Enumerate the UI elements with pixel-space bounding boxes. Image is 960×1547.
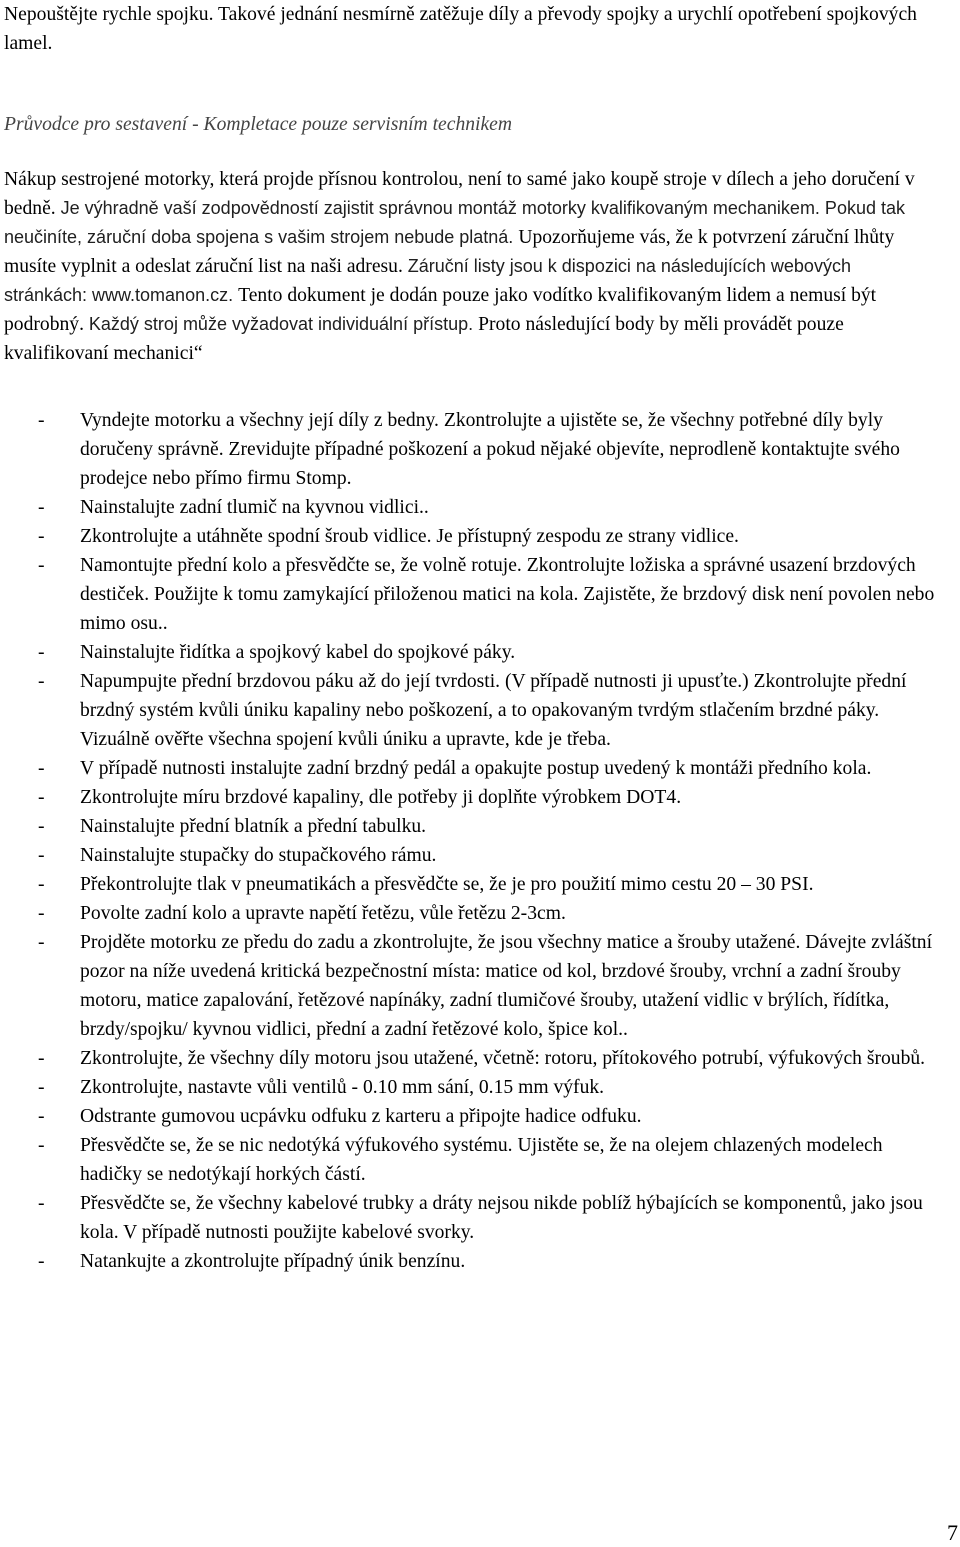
intro-paragraph: Nepouštějte rychle spojku. Takové jednání nesmírně zatěžuje díly a převody spojky a urychlí opotřebení spojkových lamel. bbox=[4, 4, 917, 54]
step-text: Vyndejte motorku a všechny její díly z bedny. Zkontrolujte a ujistěte se, že všechny potřebné díly byly doručeny správně. Zrevidujte případné poškození a pokud nějaké objevíte, neprodleně kontaktujte svého prodejce nebo přímo firmu Stomp. bbox=[80, 410, 900, 489]
step-text: Přesvědčte se, že se nic nedotýká výfukového systému. Ujistěte se, že na olejem chlazených modelech hadičky se nedotýkají horkých částí. bbox=[80, 1135, 883, 1185]
page-number: 7 bbox=[947, 1520, 958, 1545]
list-item bbox=[4, 1247, 936, 1276]
step-text: Namontujte přední kolo a přesvědčte se, že volně rotuje. Zkontrolujte ložiska a správné usazení brzdových destiček. Použijte k tomu zamykající přiloženou matici na kola. Zajistěte, že brzdový disk není povolen nebo mimo osu.. bbox=[80, 555, 935, 634]
list-item bbox=[4, 841, 936, 870]
paragraph-part-3: Upozorňujeme vás, že k potvrzení záruční lhůty musíte vyplnit a odeslat záruční list na naši adresu. bbox=[4, 227, 895, 277]
step-text: Nainstalujte řidítka a spojkový kabel do spojkové páky. bbox=[80, 642, 516, 663]
bullet-dash: - bbox=[38, 1077, 45, 1098]
list-item bbox=[4, 522, 936, 551]
bullet-dash: - bbox=[38, 932, 45, 953]
bullet-dash: - bbox=[38, 1135, 45, 1156]
bullet-dash: - bbox=[38, 816, 45, 837]
paragraph-part-1: Nákup sestrojené motorky, která projde přísnou kontrolou, není to samé jako koupě stroje v dílech a jeho doručení v bedně. bbox=[4, 169, 915, 219]
bullet-dash: - bbox=[38, 1106, 45, 1127]
list-item bbox=[4, 899, 936, 928]
bullet-dash: - bbox=[38, 526, 45, 547]
step-text: Zkontrolujte, že všechny díly motoru jsou utažené, včetně: rotoru, přítokového potrubí, výfukových šroubů. bbox=[80, 1048, 926, 1069]
bullet-dash: - bbox=[38, 671, 45, 692]
step-text: Zkontrolujte, nastavte vůli ventilů - 0.10 mm sání, 0.15 mm výfuk. bbox=[80, 1077, 605, 1098]
step-text: Nainstalujte zadní tlumič na kyvnou vidlici.. bbox=[80, 497, 429, 518]
list-item bbox=[4, 493, 936, 522]
bullet-dash: - bbox=[38, 555, 45, 576]
step-text: Povolte zadní kolo a upravte napětí řetězu, vůle řetězu 2-3cm. bbox=[80, 903, 566, 924]
bullet-dash: - bbox=[38, 874, 45, 895]
list-item bbox=[4, 1131, 936, 1189]
list-item bbox=[4, 754, 936, 783]
bullet-dash: - bbox=[38, 787, 45, 808]
bullet-dash: - bbox=[38, 1193, 45, 1214]
bullet-dash: - bbox=[38, 1251, 45, 1272]
paragraph-part-6: Každý stroj může vyžadovat individuální přístup. bbox=[88, 314, 479, 334]
step-text: Napumpujte přední brzdovou páku až do její tvrdosti. (V případě nutnosti ji upusťte.) Zkontrolujte přední brzdný systém kvůli úniku kapaliny nebo poškození, a to opakovaným tvrdým stlačením brzdné páky. Vizuálně ověřte všechna spojení kvůli úniku a upravte, kde je třeba. bbox=[80, 671, 907, 750]
step-text: Nainstalujte stupačky do stupačkového rámu. bbox=[80, 845, 437, 866]
list-item bbox=[4, 1102, 936, 1131]
step-text: V případě nutnosti instalujte zadní brzdný pedál a opakujte postup uvedený k montáži předního kola. bbox=[80, 758, 872, 779]
paragraph-part-5: Tento dokument je dodán pouze jako vodítko kvalifikovaným lidem a nemusí být podrobný. bbox=[4, 285, 877, 335]
bullet-dash: - bbox=[38, 845, 45, 866]
step-text: Nainstalujte přední blatník a přední tabulku. bbox=[80, 816, 427, 837]
bullet-dash: - bbox=[38, 410, 45, 431]
bullet-dash: - bbox=[38, 1048, 45, 1069]
bullet-dash: - bbox=[38, 497, 45, 518]
list-item bbox=[4, 638, 936, 667]
list-item bbox=[4, 1189, 936, 1247]
list-item bbox=[4, 1044, 936, 1073]
bullet-dash: - bbox=[38, 642, 45, 663]
paragraph-part-4: Záruční listy jsou k dispozici na následujících webových stránkách: www.tomanon.cz. bbox=[4, 256, 851, 305]
paragraph-part-7: Proto následující body by měli provádět pouze kvalifikovaní mechanici“ bbox=[4, 314, 844, 364]
step-text: Zkontrolujte míru brzdové kapaliny, dle potřeby ji doplňte výrobkem DOT4. bbox=[80, 787, 682, 808]
paragraph-part-2: Je výhradně vaší zodpovědností zajistit správnou montáž motorky kvalifikovaným mechanikem. Pokud tak neučiníte, záruční doba spojena s vašim strojem nebude platná. bbox=[4, 198, 905, 247]
list-item bbox=[4, 928, 936, 1044]
step-text: Zkontrolujte a utáhněte spodní šroub vidlice. Je přístupný zespodu ze strany vidlice. bbox=[80, 526, 739, 547]
list-item bbox=[4, 406, 936, 493]
bullet-dash: - bbox=[38, 758, 45, 779]
list-item bbox=[4, 870, 936, 899]
step-text: Přesvědčte se, že všechny kabelové trubky a dráty nejsou nikde poblíž hýbajících se komponentů, jako jsou kola. V případě nutnosti použijte kabelové svorky. bbox=[80, 1193, 923, 1243]
assembly-steps-list bbox=[4, 406, 936, 1276]
step-text: Odstrante gumovou ucpávku odfuku z karteru a připojte hadice odfuku. bbox=[80, 1106, 642, 1127]
step-text: Natankujte a zkontrolujte případný únik benzínu. bbox=[80, 1251, 466, 1272]
list-item bbox=[4, 812, 936, 841]
step-text: Překontrolujte tlak v pneumatikách a přesvědčte se, že je pro použití mimo cestu 20 – 30 PSI. bbox=[80, 874, 814, 895]
bullet-dash: - bbox=[38, 903, 45, 924]
body-paragraph bbox=[4, 165, 936, 368]
step-text: Projděte motorku ze předu do zadu a zkontrolujte, že jsou všechny matice a šrouby utažené. Dávejte zvláštní pozor na níže uvedená kritická bezpečnostní místa: matice od kol, brzdové šrouby, vrchní a zadní šrouby motoru, matice zapalování, řetězové napínáky, zadní tlumičové šrouby, utažení vidlic v brýlích, řídítka, brzdy/spojku/ kyvnou vidlici, přední a zadní řetězové kolo, špice kol.. bbox=[80, 932, 933, 1040]
list-item bbox=[4, 783, 936, 812]
list-item bbox=[4, 667, 936, 754]
list-item bbox=[4, 1073, 936, 1102]
document-page bbox=[4, 0, 936, 1276]
section-title: Průvodce pro sestavení - Kompletace pouze servisním technikem bbox=[4, 114, 513, 135]
list-item bbox=[4, 551, 936, 638]
